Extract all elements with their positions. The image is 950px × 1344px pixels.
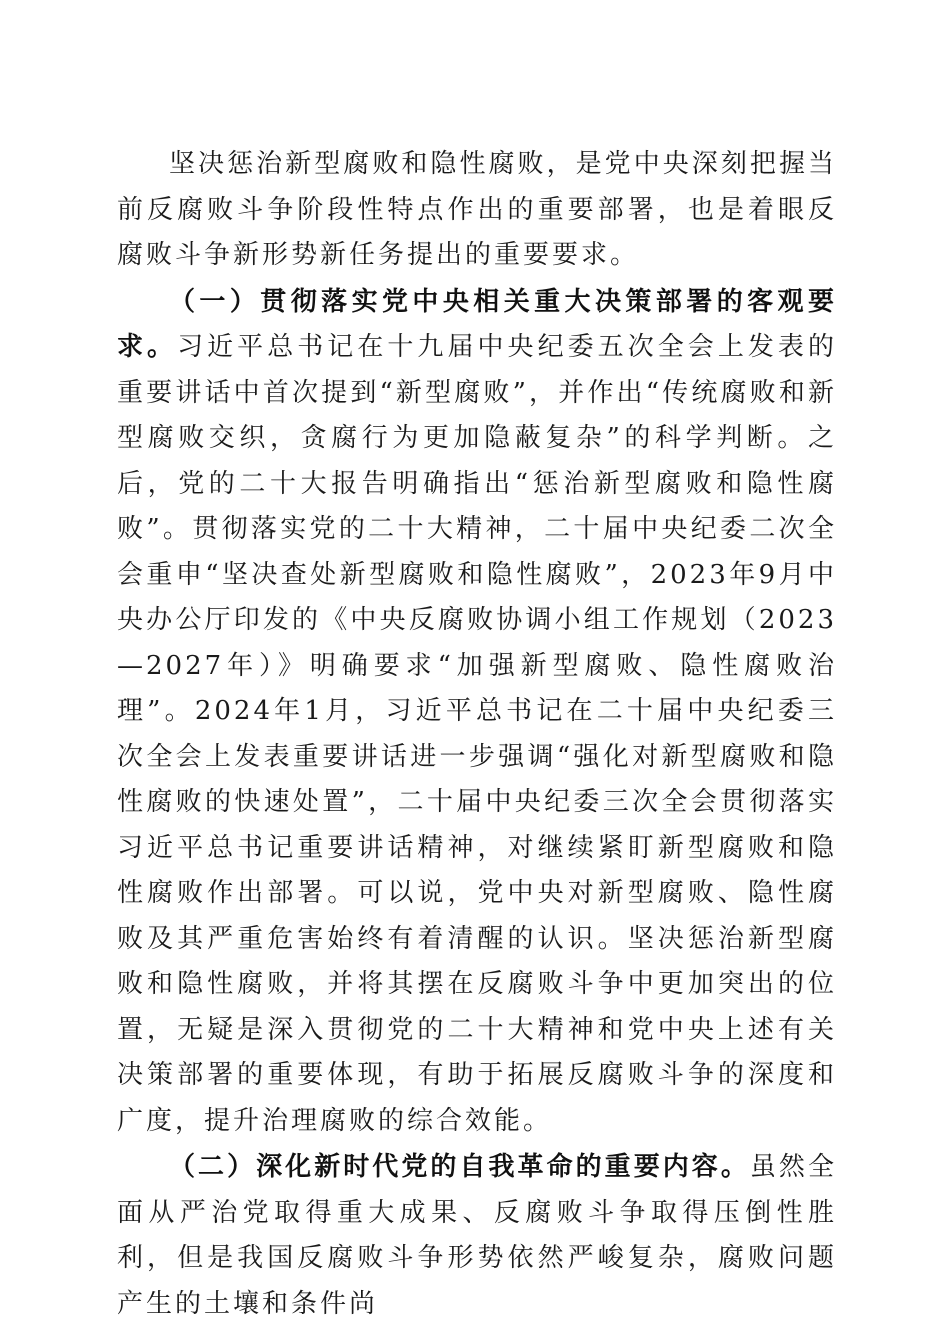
section-1-text: 习近平总书记在十九届中央纪委五次全会上发表的重要讲话中首次提到“新型腐败”，并作出“传统腐败和新型腐败交织，贪腐行为更加隐蔽复杂”的科学判断。之后，党的二十大报告明确指出“惩治新型腐败和隐性腐败”。贯彻落实党的二十大精神，二十届中央纪委二次全会重申“坚决查处新型腐败和隐性腐败”，2023年9月中央办公厅印发的《中央反腐败协调小组工作规划（2023—2027年）》明确要求“加强新型腐败、隐性腐败治理”。2024年1月，习近平总书记在二十届中央纪委三次全会上发表重要讲话进一步强调“强化对新型腐败和隐性腐败的快速处置”，二十届中央纪委三次全会贯彻落实习近平总书记重要讲话精神，对继续紧盯新型腐败和隐性腐败作出部署。可以说，党中央对新型腐败、隐性腐败及其严重危害始终有着清醒的认识。坚决惩治新型腐败和隐性腐败，并将其摆在反腐败斗争中更加突出的位置，无疑是深入贯彻党的二十大精神和党中央上述有关决策部署的重要体现，有助于拓展反腐败斗争的深度和广度，提升治理腐败的综合效能。 xyxy=(117,332,837,1136)
section-2-text: 虽然全面从严治党取得重大成果、反腐败斗争取得压倒性胜利，但是我国反腐败斗争形势依然严峻复杂，腐败问题产生的土壤和条件尚 xyxy=(117,1152,837,1319)
document-body xyxy=(117,142,837,1327)
section-2-heading: （二）深化新时代党的自我革命的重要内容。 xyxy=(169,1152,750,1182)
paragraph-section-2 xyxy=(117,1145,837,1327)
section-1-heading: （一）贯彻落实党中央相关重大决策部署的客观要求。 xyxy=(117,286,837,362)
paragraph-intro xyxy=(117,142,837,279)
paragraph-intro-text: 坚决惩治新型腐败和隐性腐败，是党中央深刻把握当前反腐败斗争阶段性特点作出的重要部署，也是着眼反腐败斗争新形势新任务提出的重要要求。 xyxy=(117,149,837,270)
paragraph-section-1 xyxy=(117,280,837,1145)
